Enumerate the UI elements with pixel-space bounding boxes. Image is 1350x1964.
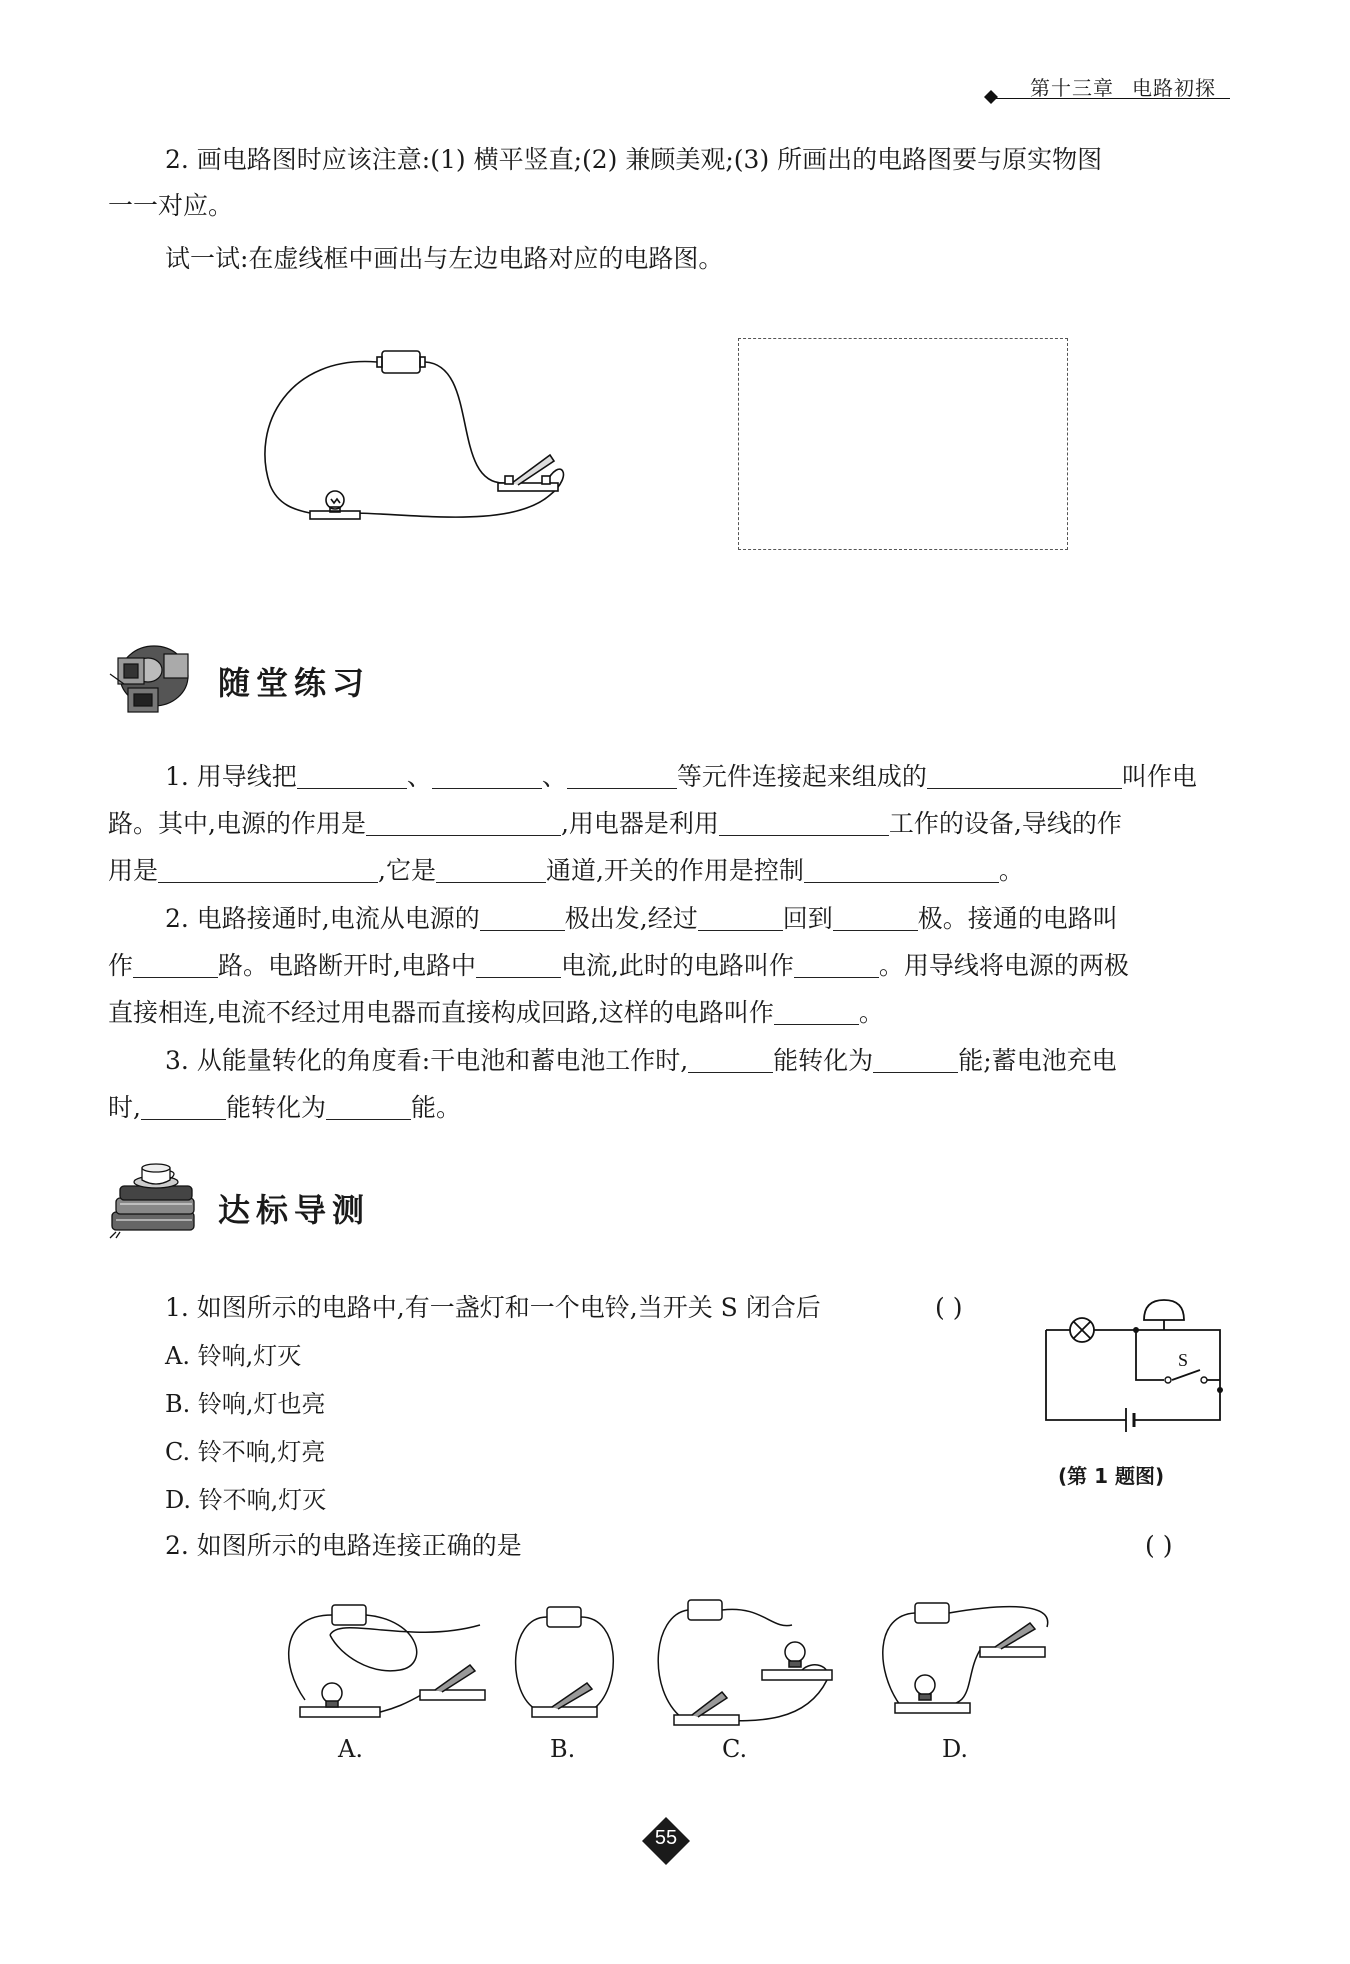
switch-s-label: S — [1178, 1350, 1189, 1370]
practice-q1-line-2: 路。其中,电源的作用是 ,用电器是利用 工作的设备,导线的作 — [108, 809, 1122, 838]
answer-blank[interactable] — [774, 1000, 859, 1025]
battery-icon — [382, 351, 420, 373]
page-number: 55 — [654, 1827, 678, 1849]
practice-q2-line-1: 2. 电路接通时,电流从电源的 极出发,经过 回到 极。接通的电路叫 — [165, 904, 1118, 933]
test-q1-stem: 1. 如图所示的电路中,有一盏灯和一个电铃,当开关 S 闭合后 — [165, 1293, 821, 1322]
intro-circuit-figure — [250, 335, 610, 535]
answer-blank[interactable] — [698, 906, 783, 931]
answer-blank[interactable] — [833, 906, 918, 931]
test-q1-answer-bracket[interactable]: ( ) — [935, 1293, 963, 1322]
answer-blank[interactable] — [688, 1048, 773, 1073]
practice-q1-line-1: 1. 用导线把 、 、 等元件连接起来组成的 叫作电 — [165, 762, 1197, 791]
test-q2-label-a: A. — [338, 1735, 363, 1763]
practice-q2-line-3: 直接相连,电流不经过用电器而直接构成回路,这样的电路叫作 。 — [108, 998, 884, 1027]
answer-blank[interactable] — [141, 1095, 226, 1120]
bell-icon — [1144, 1300, 1184, 1330]
answer-blank[interactable] — [873, 1048, 958, 1073]
answer-blank[interactable] — [158, 858, 378, 883]
answer-blank[interactable] — [804, 858, 999, 883]
switch-s-icon — [1172, 1370, 1200, 1380]
practice-q3-line-1: 3. 从能量转化的角度看:干电池和蓄电池工作时, 能转化为 能;蓄电池充电 — [165, 1046, 1117, 1075]
answer-blank[interactable] — [480, 906, 565, 931]
practice-section-icon — [108, 640, 200, 716]
test-q2-option-a-figure[interactable] — [270, 1595, 500, 1745]
test-q1-option-c[interactable]: C. 铃不响,灯亮 — [165, 1438, 326, 1466]
test-q2-label-b: B. — [550, 1735, 576, 1763]
intro-try: 试一试:在虚线框中画出与左边电路对应的电路图。 — [165, 244, 724, 273]
test-q2-stem: 2. 如图所示的电路连接正确的是 — [165, 1531, 522, 1560]
test-q2-option-d-figure[interactable] — [875, 1595, 1065, 1735]
answer-dashed-box[interactable] — [738, 338, 1068, 550]
test-q1-option-a[interactable]: A. 铃响,灯灭 — [165, 1342, 302, 1370]
answer-blank[interactable] — [794, 953, 879, 978]
practice-section-title: 随堂练习 — [218, 664, 371, 702]
answer-blank[interactable] — [476, 953, 561, 978]
answer-blank[interactable] — [133, 953, 218, 978]
test-q1-option-d[interactable]: D. 铃不响,灯灭 — [165, 1486, 327, 1514]
practice-q2-line-2: 作 路。电路断开时,电路中 电流,此时的电路叫作 。用导线将电源的两极 — [108, 951, 1129, 980]
test-q2-option-c-figure[interactable] — [652, 1590, 842, 1745]
answer-blank[interactable] — [432, 764, 542, 789]
answer-blank[interactable] — [567, 764, 677, 789]
test-section-icon — [106, 1160, 202, 1240]
test-q1-option-b[interactable]: B. 铃响,灯也亮 — [165, 1390, 326, 1418]
answer-blank[interactable] — [297, 764, 407, 789]
answer-blank[interactable] — [436, 858, 546, 883]
page-header — [990, 72, 1230, 106]
practice-q1-line-3: 用是 ,它是 通道,开关的作用是控制 。 — [108, 856, 1024, 885]
diamond-icon — [984, 90, 998, 104]
test-section-title: 达标导测 — [218, 1191, 371, 1229]
test-q2-label-d: D. — [942, 1735, 969, 1763]
answer-blank[interactable] — [326, 1095, 411, 1120]
answer-blank[interactable] — [719, 811, 889, 836]
header-rule — [990, 98, 1230, 99]
header-chapter: 第十三章 — [1030, 76, 1114, 100]
test-q2-option-b-figure[interactable] — [512, 1595, 622, 1745]
test-q1-figure-caption: (第 1 题图) — [1058, 1464, 1165, 1488]
answer-blank[interactable] — [927, 764, 1122, 789]
header-title: 电路初探 — [1132, 76, 1216, 100]
intro-line-2: 一一对应。 — [108, 191, 234, 220]
practice-q3-line-2: 时, 能转化为 能。 — [108, 1093, 461, 1122]
intro-line-1: 2. 画电路图时应该注意:(1) 横平竖直;(2) 兼顾美观;(3) 所画出的电路图要与原实物图 — [165, 145, 1103, 174]
test-q2-label-c: C. — [722, 1735, 748, 1763]
test-q1-circuit-diagram — [1040, 1290, 1230, 1440]
test-q2-answer-bracket[interactable]: ( ) — [1145, 1531, 1173, 1560]
answer-blank[interactable] — [366, 811, 561, 836]
